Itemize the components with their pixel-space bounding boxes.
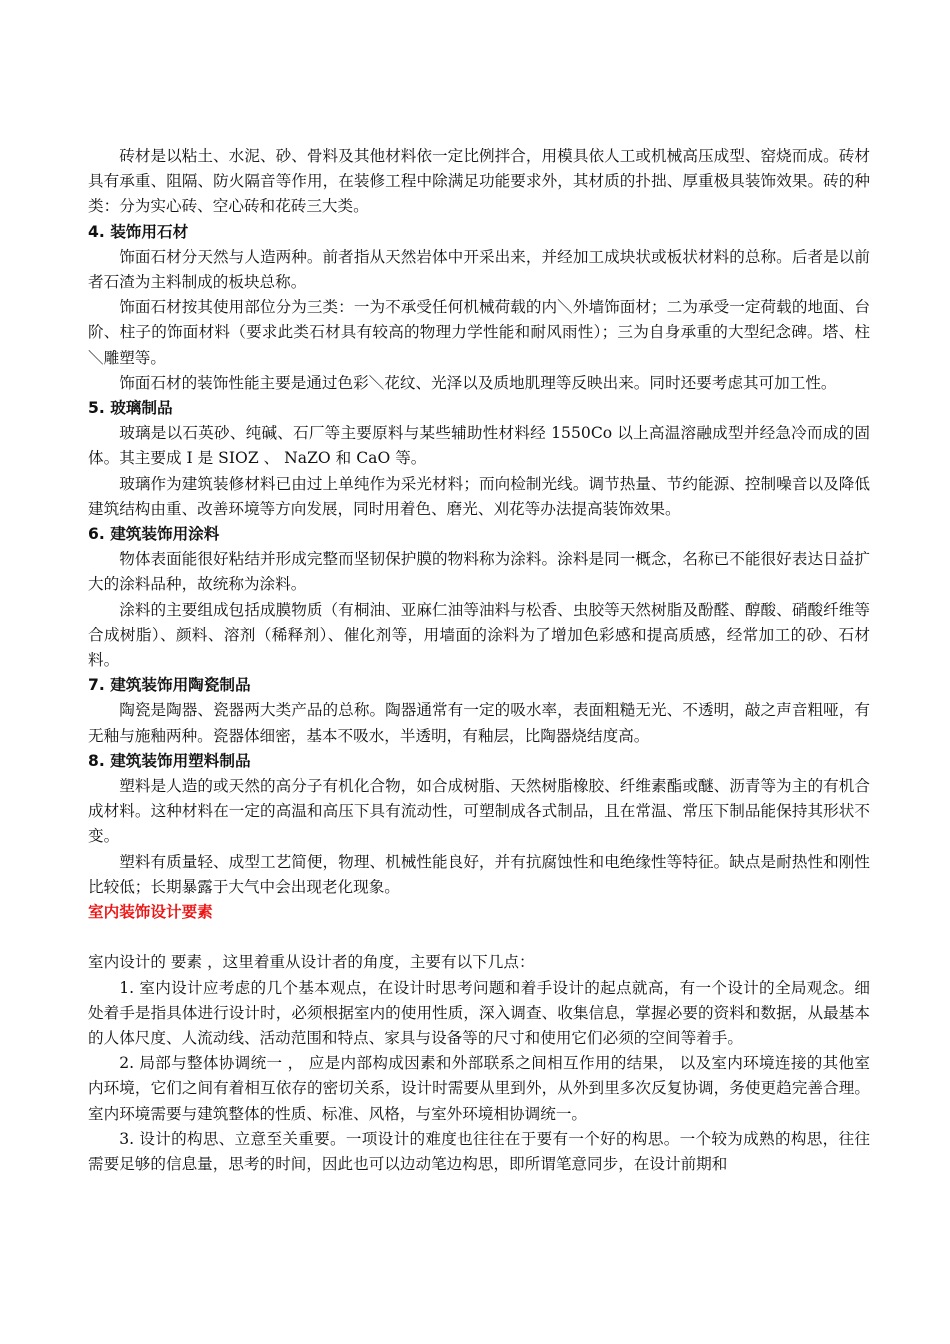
design-item-3: 3. 设计的构思、立意至关重要。一项设计的难度也往往在于要有一个好的构思。一个较为成熟的构思，往往需要足够的信息量，思考的时间，因此也可以边动笔边构思，即所谓笔意同步，在设计前期和 — [88, 1129, 870, 1173]
design-elements-heading: 室内装饰设计要素 — [88, 903, 213, 922]
section-4-paragraph-2: 饰面石材按其使用部位分为三类：一为不承受任何机械荷载的内＼外墙饰面材；二为承受一定荷载的地面、台阶、柱子的饰面材料（要求此类石材具有较高的物理力学性能和耐风雨性）；三为自身承重的大型纪念碑。塔、柱＼雕塑等。 — [88, 298, 870, 367]
section-8-paragraph-1: 塑料是人造的或天然的高分子有机化合物，如合成树脂、天然树脂橡胶、纤维素酯或醚、沥青等为主的有机合成材料。这种材料在一定的高温和高压下具有流动性，可塑制成各式制品，且在常温、常压下制品能保持其形状不变。 — [88, 777, 870, 846]
section-7-paragraph-1: 陶瓷是陶器、瓷器两大类产品的总称。陶器通常有一定的吸水率，表面粗糙无光、不透明，敲之声音粗哑，有无釉与施釉两种。瓷器体细密，基本不吸水，半透明，有釉层，比陶器烧结度高。 — [88, 701, 870, 745]
design-intro: 室内设计的 要素 ，这里着重从设计者的角度，主要有以下几点： — [88, 953, 535, 972]
brick-paragraph: 砖材是以粘土、水泥、砂、骨料及其他材料依一定比例拌合，用模具依人工或机械高压成型、窑烧而成。砖材具有承重、阻隔、防火隔音等作用，在装修工程中除满足功能要求外，其材质的扑拙、厚重极具装饰效果。砖的种类：分为实心砖、空心砖和花砖三大类。 — [88, 147, 870, 216]
section-5-paragraph-1: 玻璃是以石英砂、纯碱、石厂等主要原料与某些辅助性材料经 1550Co 以上高温溶融成型并经急冷而成的固体。其主要成 I 是 SIOZ 、 NaZO 和 CaO 等。 — [88, 424, 870, 468]
section-4-heading: 4. 装饰用石材 — [88, 222, 189, 241]
section-6-paragraph-2: 涂料的主要组成包括成膜物质（有桐油、亚麻仁油等油料与松香、虫胶等天然树脂及酚醛、醇酸、硝酸纤维等合成树脂）、颜料、溶剂（稀释剂）、催化剂等，用墙面的涂料为了增加色彩感和提高质感，经常加工的砂、石材料。 — [88, 600, 870, 670]
design-item-1: 1. 室内设计应考虑的几个基本观点，在设计时思考问题和着手设计的起点就高，有一个设计的全局观念。细处着手是指具体进行设计时，必须根据室内的使用性质，深入调查、收集信息，掌握必要的资料和数据，从最基本的人体尺度、人流动线、活动范围和特点、家具与设备等的尺寸和使用它们必须的空间等着手。 — [88, 978, 870, 1047]
section-4-paragraph-1: 饰面石材分天然与人造两种。前者指从天然岩体中开采出来，并经加工成块状或板状材料的总称。后者是以前者石渣为主料制成的板块总称。 — [88, 247, 870, 292]
section-5-heading: 5. 玻璃制品 — [88, 399, 173, 418]
section-4-paragraph-3: 饰面石材的装饰性能主要是通过色彩＼花纹、光泽以及质地肌理等反映出来。同时还要考虑其可加工性。 — [119, 373, 837, 392]
section-6-heading: 6. 建筑装饰用涂料 — [88, 525, 220, 544]
section-7-heading: 7. 建筑装饰用陶瓷制品 — [88, 676, 251, 695]
section-8-heading: 8. 建筑装饰用塑料制品 — [88, 751, 251, 770]
section-spacer — [88, 925, 870, 950]
document-page — [88, 144, 870, 1177]
design-item-2: 2. 局部与整体协调统一 ， 应是内部构成因素和外部联系之间相互作用的结果， 以及室内环境连接的其他室内环境，它们之间有着相互依存的密切关系，设计时需要从里到外，从外到里多次反复协调，务使更趋完善合理。室内环境需要与建筑整体的性质、标准、风格，与室外环境相协调统一。 — [88, 1054, 870, 1123]
section-8-paragraph-2: 塑料有质量轻、成型工艺简便，物理、机械性能良好，并有抗腐蚀性和电绝缘性等特征。缺点是耐热性和刚性比较低；长期暴露于大气中会出现老化现象。 — [88, 852, 870, 896]
section-5-paragraph-2: 玻璃作为建筑装修材料已由过上单纯作为采光材料；而向检制光线。调节热量、节约能源、控制噪音以及降低建筑结构由重、改善环境等方向发展，同时用着色、磨光、刈花等办法提高装饰效果。 — [88, 474, 870, 518]
section-6-paragraph-1: 物体表面能很好粘结并形成完整而坚韧保护膜的物料称为涂料。涂料是同一概念，名称已不能很好表达日益扩大的涂料品种，故统称为涂料。 — [88, 550, 870, 594]
